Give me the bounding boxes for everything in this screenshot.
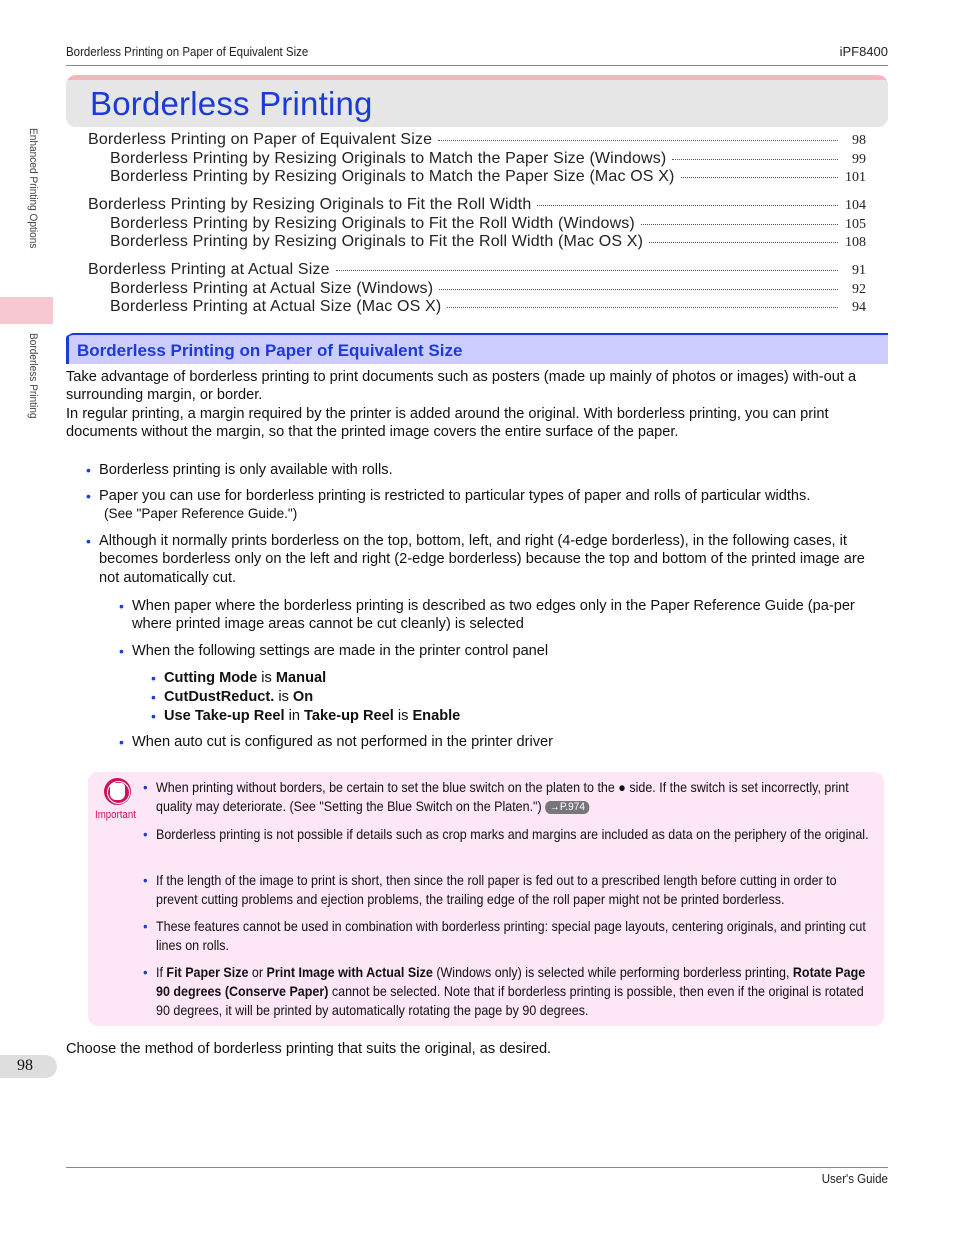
bullet-icon: • bbox=[143, 965, 148, 980]
toc-link[interactable] bbox=[88, 261, 866, 280]
page-reference-link[interactable]: →P.974 bbox=[545, 801, 589, 814]
header-divider bbox=[66, 65, 888, 66]
toc-page: 108 bbox=[845, 235, 866, 251]
toc-link[interactable] bbox=[88, 215, 866, 234]
important-label: Important bbox=[95, 809, 136, 821]
intro-paragraph: Take advantage of borderless printing to print documents such as posters (made up mainly of photos or images) with-out a surrounding margin, or border. bbox=[66, 369, 857, 404]
toc-page: 94 bbox=[852, 300, 866, 316]
bullet-icon: • bbox=[151, 670, 156, 686]
toc-link-text: Borderless Printing at Actual Size bbox=[88, 260, 330, 278]
bullet-icon: • bbox=[119, 643, 124, 659]
intro-paragraph: In regular printing, a margin required by the printer is added around the original. With borderless printing, you can print documents without the margin, so that the printed image covers the entire surface of the paper. bbox=[66, 406, 829, 441]
running-header-model: iPF8400 bbox=[839, 44, 888, 59]
side-tab-enhanced-printing-options[interactable]: Enhanced Printing Options bbox=[27, 128, 39, 249]
toc-link[interactable] bbox=[88, 131, 866, 150]
toc-page: 92 bbox=[852, 281, 866, 297]
bullet-icon: • bbox=[143, 873, 148, 888]
bullet-icon: • bbox=[119, 598, 124, 614]
bullet-icon: • bbox=[151, 689, 156, 705]
toc-link[interactable] bbox=[88, 298, 866, 317]
toc-link-text: Borderless Printing by Resizing Originals to Fit the Roll Width (Mac OS X) bbox=[110, 233, 644, 251]
list-item: • When the following settings are made in the printer control panel bbox=[119, 643, 549, 659]
toc-page: 99 bbox=[852, 151, 866, 167]
toc-link-text: Borderless Printing at Actual Size (Windows) bbox=[110, 279, 434, 297]
toc-link-text: Borderless Printing by Resizing Originals to Match the Paper Size (Windows) bbox=[110, 149, 667, 167]
chapter-title: Borderless Printing bbox=[90, 85, 373, 122]
side-tab-active-marker bbox=[0, 297, 53, 324]
list-item: • Borderless printing is only available with rolls. bbox=[86, 462, 393, 478]
page-number-tab bbox=[0, 1055, 57, 1078]
toc-link-text: Borderless Printing by Resizing Originals to Match the Paper Size (Mac OS X) bbox=[110, 168, 675, 186]
bullet-icon: • bbox=[86, 462, 91, 478]
toc-page: 104 bbox=[845, 197, 866, 213]
toc-page: 98 bbox=[852, 133, 866, 148]
section-heading-bar bbox=[66, 333, 888, 364]
toc-link[interactable] bbox=[88, 150, 866, 169]
running-header-title: Borderless Printing on Paper of Equivalent Size bbox=[66, 45, 309, 59]
toc-link[interactable] bbox=[88, 233, 866, 252]
page-number: 98 bbox=[17, 1057, 33, 1074]
bullet-icon: • bbox=[143, 919, 148, 934]
bullet-icon: • bbox=[151, 708, 156, 724]
side-tab-borderless-printing[interactable]: Borderless Printing bbox=[27, 333, 39, 419]
setting-item: • Cutting Mode is Manual bbox=[151, 670, 327, 686]
footer-guide-name: User's Guide bbox=[821, 1172, 888, 1186]
note-item: • When printing without borders, be certain to set the blue switch on the platen to the ● side. If the switch is set incorrectly, print quality may deteriorate. (See "Setting the Blue Switch on the Platen.") →P.974 bbox=[143, 780, 849, 814]
toc-link[interactable] bbox=[88, 168, 866, 187]
list-item: • Although it normally prints borderless on the top, bottom, left, and right (4-edge borderless), in the following cases, it becomes borderless only on the left and right (2-edge borderless) because the top and bottom of the printed image are not automatically cut. bbox=[86, 533, 865, 586]
toc-link-text: Borderless Printing on Paper of Equivalent Size bbox=[88, 131, 433, 148]
bullet-icon: • bbox=[143, 780, 148, 795]
bullet-icon: • bbox=[86, 488, 91, 504]
toc-link-text: Borderless Printing by Resizing Originals to Fit the Roll Width (Windows) bbox=[110, 214, 635, 232]
toc-link[interactable] bbox=[88, 196, 866, 215]
toc-link[interactable] bbox=[88, 280, 866, 299]
note-item: • If the length of the image to print is short, then since the roll paper is fed out to a prescribed length before cutting in order to prevent cutting problems and ejection problems, the trailing edge of the roll paper might not be printed borderless. bbox=[143, 873, 837, 907]
toc-link-text: Borderless Printing by Resizing Originals to Fit the Roll Width bbox=[88, 195, 532, 213]
note-item: • If Fit Paper Size or Print Image with Actual Size (Windows only) is selected while performing borderless printing, Rotate Page 90 degrees (Conserve Paper) cannot be selected. Note that if borderless printing is possible, then even if the original is rotated 90 degrees, it will be printed by automatically rotating the page by 90 degrees. bbox=[143, 965, 866, 1018]
toc-page: 105 bbox=[845, 216, 866, 232]
note-item: • These features cannot be used in combination with borderless printing: special page layouts, centering originals, and printing cut lines on rolls. bbox=[143, 919, 866, 953]
setting-item: • Use Take-up Reel in Take-up Reel is Enable bbox=[151, 708, 461, 724]
bullet-icon: • bbox=[143, 827, 148, 842]
footer-divider bbox=[66, 1167, 888, 1168]
toc-link-text: Borderless Printing at Actual Size (Mac OS X) bbox=[110, 298, 442, 316]
table-of-contents bbox=[88, 131, 866, 317]
setting-item: • CutDustReduct. is On bbox=[151, 689, 314, 705]
list-item: • Paper you can use for borderless printing is restricted to particular types of paper and rolls of particular widths. (See "Paper Reference Guide.") bbox=[99, 487, 889, 524]
bullet-icon: • bbox=[119, 734, 124, 750]
list-item: • When paper where the borderless printing is described as two edges only in the Paper Reference Guide (pa-per where printed image areas cannot be cut cleanly) is selected bbox=[119, 598, 855, 633]
list-item: • When auto cut is configured as not performed in the printer driver bbox=[119, 734, 554, 750]
closing-paragraph: Choose the method of borderless printing that suits the original, as desired. bbox=[66, 1041, 552, 1057]
toc-page: 101 bbox=[845, 170, 866, 186]
section-heading: Borderless Printing on Paper of Equivalent Size bbox=[77, 341, 463, 360]
bullet-icon: • bbox=[86, 533, 91, 549]
chapter-title-bar bbox=[66, 75, 888, 127]
important-hand-icon bbox=[104, 778, 131, 805]
toc-page: 91 bbox=[852, 262, 866, 278]
cross-reference-link[interactable]: (See "Paper Reference Guide.") bbox=[104, 506, 298, 522]
note-item: • Borderless printing is not possible if details such as crop marks and margins are included as data on the periphery of the original. bbox=[156, 826, 878, 845]
